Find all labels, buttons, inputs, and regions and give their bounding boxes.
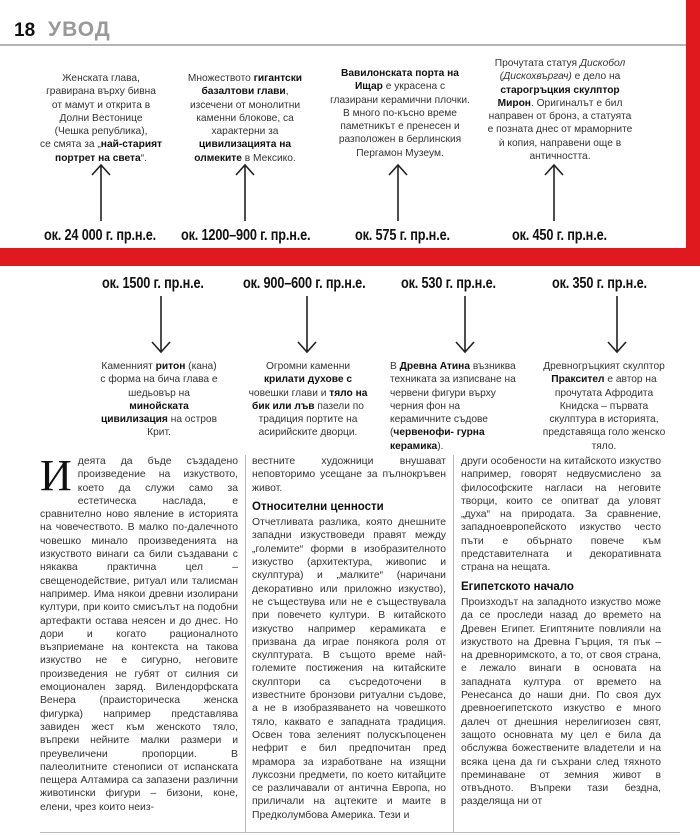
- arrow-up-icon: [91, 163, 111, 223]
- drop-cap: И: [40, 451, 72, 500]
- arrow-down-icon: [455, 294, 475, 354]
- column-divider: [245, 455, 246, 833]
- column-divider: [453, 455, 454, 833]
- arrow-down-icon: [151, 294, 171, 354]
- caption-top-2: Множеството гигантски базалтови глави, изсечени от монолитни каменни блокове, са характерни за цивилизацията на олмеките в Мексико.: [187, 73, 303, 164]
- body-column-2: [252, 455, 446, 822]
- arrow-up-icon: [235, 163, 255, 223]
- body-column-3: [461, 455, 661, 809]
- date-label: ок. 1500 г. пр.н.е.: [102, 275, 204, 292]
- paragraph: други особености на китайското изкуство например, говорят недвусмислено за философските нагласи на неговите творци, които се опитват да уловят „духа“ на природата. За сравнение, западноевропейското изкуство често пъти е обърнато повече към представителната и декоративната страна на нещата.: [461, 456, 661, 574]
- date-label: ок. 24 000 г. пр.н.е.: [44, 227, 157, 244]
- caption-top-3: Вавилонската порта на Ищар е украсена с глазирани керамични плочки. В много по-късно време паметникът е пренесен и разположен в берлинския Пергамон Музеум.: [330, 68, 470, 159]
- caption-bottom-3: В Древна Атина възниква техниката за изписване на червени фигури върху черния фон на керамичните съдове (червенофи- гурна керамика).: [390, 361, 516, 452]
- date-label: ок. 1200–900 г. пр.н.е.: [181, 227, 311, 244]
- arrow-down-icon: [297, 294, 317, 354]
- date-label: ок. 450 г. пр.н.е.: [512, 227, 607, 244]
- section-heading: Египетското начало: [461, 580, 574, 593]
- body-column-1: [40, 451, 238, 814]
- timeline-bar-edge: [686, 0, 700, 266]
- arrow-up-icon: [544, 163, 564, 223]
- paragraph: Произходът на западното изкуство може да се проследи назад до времето на Древен Египет. Египтяните повлияли на изкуството на Древна Гърция, тя пък – на древноримското, а то, от своя страна, е лежало винаги в основата на западната култура от времето на Ренесанса до наши дни. По своя дух древноегипетското изкуство е много далеч от днешния нерелигиозен свят, защото основната му цел е била да обслужва божествените владетели и на всяка цена да ги съхрани след тяхното преминаване от земния живот в отвъдното. Въпреки тази бездна, разделяща ни от: [461, 596, 661, 808]
- caption-bottom-4: Древногръцкият скулптор Праксител е автор на прочутата Афродита Книдска – първата скулптура в историята, представяща голо женско тяло.: [542, 361, 666, 452]
- caption-top-4: Прочутата статуя Дискобол (Дискохвъргач) е дело на старогръцкия скулптор Мирон. Оригиналът е бил направен от бронз, а статуята е позната днес от мраморните ѝ копия, направени още в античността.: [487, 58, 633, 163]
- page-header: [0, 0, 700, 44]
- arrow-up-icon: [388, 163, 408, 223]
- paragraph: Отчетливата разлика, която днешните западни изкуствоведи правят между „големите“ форми в изобразителното изкуство (архитектура, живопис и скулптура) и „малките“ (наричани декоративно или приложно изкуство), не съществува или не е съществувала при повечето култури. В китайското изкуство например керамиката е призвана да играе понякога роля от скулптурата. В същото време най-големите постижения на китайските скулптори са съсредоточени в известните бронзови ритуални съдове, а не в изобразяването на човешкото тяло, каквато е западната традиция. Освен това зеленият полускъпоценен нефрит е бил предпочитан пред мрамора за изработване на изящни луксозни предмети, по което китайците се различавали от антична Европа, но приличали на ацтеките и маите в Предколумбова Америка. Тези и: [252, 517, 446, 821]
- bottom-rule: [40, 832, 680, 833]
- timeline-bar: [0, 248, 700, 266]
- arrow-down-icon: [607, 294, 627, 354]
- caption-top-1: Женската глава, гравирана върху бивна от мамут и открита в Долни Вестонице (Чешка република), се смята за „най-старият портрет на света“.: [39, 73, 163, 164]
- date-label: ок. 350 г. пр.н.е.: [552, 275, 647, 292]
- paragraph: деята да бъде създадено произведение на изкуството, което да служи само за естетическа наслада, е сравнително ново явление в историята на човечеството. В малко по-далечното човешко минало произведенията на изкуството винаги са били създавани с някаква практична цел – свещенодействие, ритуал или талисман например. Има някои древни изолирани култури, при които смисълът на подобни артефакти остава неясен и до днес. Но дори и когато рационалното възприемане на контекста на такова изкуство не е сигурно, неговите произведения не губят от силния си емоционален заряд. Вилендорфската Венера (праисторическа женска фигурка) например представлява завиден жест към женското тяло, въпреки нейните малки размери и преувеличени пропорции. В палеолитните стенописи от испанската пещера Алтамира са запазени различни животински фигури – бизони, коне, елени, чрез които неиз-: [40, 456, 238, 813]
- date-label: ок. 530 г. пр.н.е.: [401, 275, 496, 292]
- chapter-title: УВОД: [48, 18, 111, 41]
- date-label: ок. 900–600 г. пр.н.е.: [243, 275, 366, 292]
- caption-bottom-2: Огромни каменни крилати духове с човешки глави и тяло на бик или лъв пазели по традиция портите на асирийските дворци.: [248, 361, 368, 439]
- paragraph: вестните художници внушават неповторимо усещане за пълнокръвен живот.: [252, 456, 446, 494]
- date-label: ок. 575 г. пр.н.е.: [355, 227, 450, 244]
- header-rule: [0, 44, 700, 46]
- caption-bottom-1: Каменният ритон (кана) с форма на бича глава е шедьовър на минойската цивилизация на остров Крит.: [100, 361, 218, 439]
- page-number: 18: [14, 20, 36, 41]
- section-heading: Относителни ценности: [252, 500, 384, 513]
